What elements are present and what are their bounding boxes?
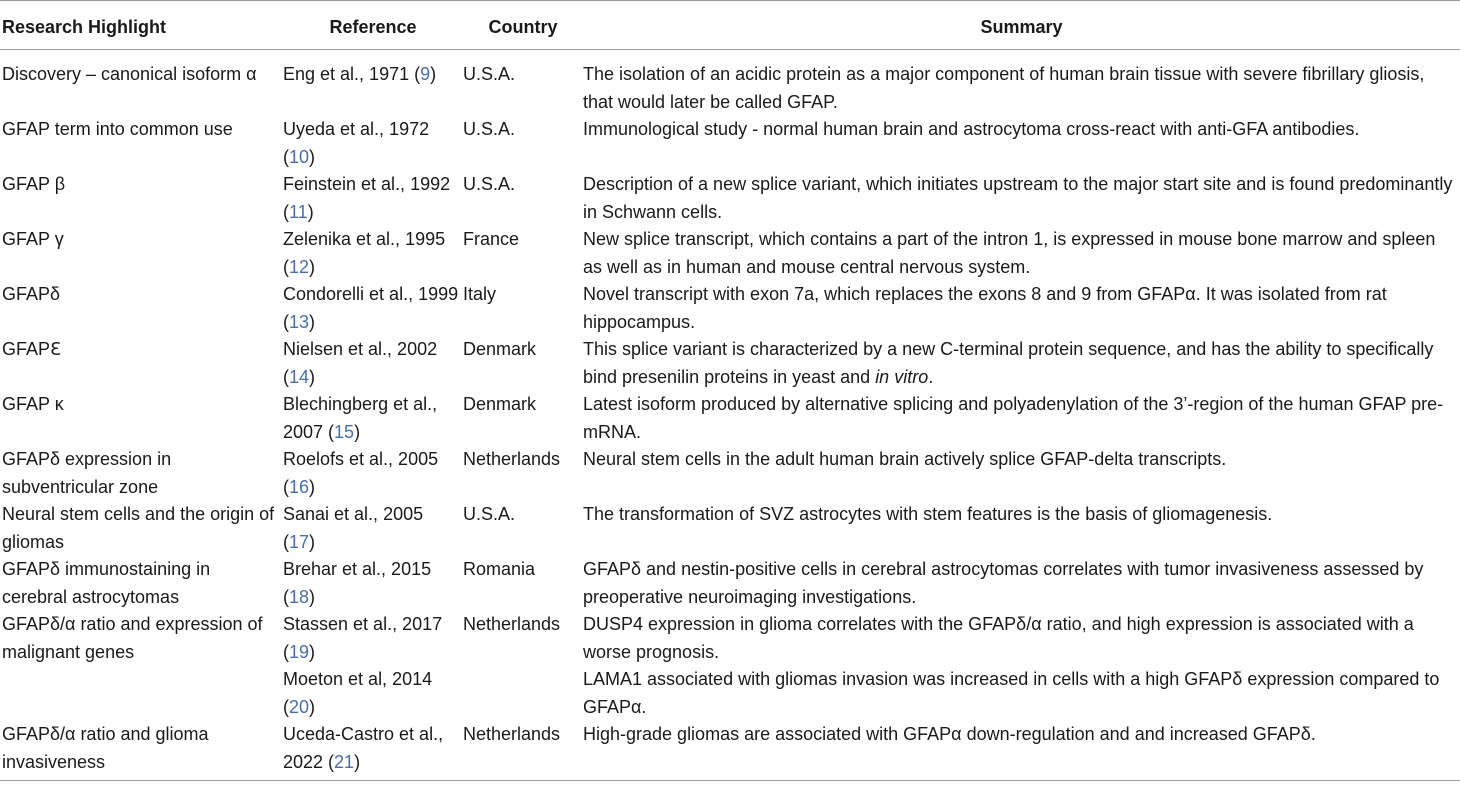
cell-country: U.S.A. [463,174,516,194]
reference-text: Uceda-Castro et al., 2022 [283,724,444,772]
cell-summary: Immunological study - normal human brain and astrocytoma cross-react with anti-GFA antibodies. [583,119,1360,139]
cell-country: Netherlands [463,614,561,634]
header-research-highlight: Research Highlight [0,1,283,50]
cell-highlight: Neural stem cells and the origin of gliomas [2,504,275,552]
reference-text: Nielsen et al., 2002 [283,339,438,359]
reference-text: Roelofs et al., 2005 [283,449,439,469]
header-reference: Reference [283,1,463,50]
summary-text: This splice variant is characterized by a new C-terminal protein sequence, and has the ability to specifically bind presenilin proteins in yeast and [583,339,1434,387]
cell-country: U.S.A. [463,64,516,84]
cell-highlight: GFAP κ [2,394,64,414]
table-row [0,391,1460,446]
header-country: Country [463,1,583,50]
cell-summary: DUSP4 expression in glioma correlates with the GFAPδ/α ratio, and high expression is associated with a worse prognosis. [583,614,1414,662]
reference-link[interactable]: 10 [289,146,310,167]
table-row [0,226,1460,281]
reference-text: Uyeda et al., 1972 [283,119,430,139]
cell-summary: Neural stem cells in the adult human brain actively splice GFAP-delta transcripts. [583,449,1227,469]
table-row [0,116,1460,171]
cell-summary: The isolation of an acidic protein as a major component of human brain tissue with severe fibrillary gliosis, that would later be called GFAP. [583,64,1425,112]
reference-link[interactable]: 17 [289,531,310,552]
cell-reference: Nielsen et al., 2002 (14) [283,339,438,387]
cell-highlight: Discovery – canonical isoform α [2,64,257,84]
cell-reference: Sanai et al., 2005 (17) [283,504,424,552]
cell-highlight: GFAPℇ [2,339,62,359]
cell-highlight: GFAPδ immunostaining in cerebral astrocytomas [2,559,211,607]
reference-text: Sanai et al., 2005 [283,504,424,524]
reference-text: Zelenika et al., 1995 [283,229,446,249]
cell-reference: Feinstein et al., 1992 (11) [283,174,451,222]
reference-link[interactable]: 15 [334,421,355,442]
cell-summary: GFAPδ and nestin-positive cells in cerebral astrocytomas correlates with tumor invasiveness assessed by preoperative neuroimaging investigations. [583,559,1424,607]
reference-link[interactable]: 19 [289,641,310,662]
reference-text: Condorelli et al., 1999 [283,284,459,304]
cell-country: Italy [463,284,497,304]
reference-link[interactable]: 9 [420,64,431,84]
reference-text: Blechingberg et al., 2007 [283,394,438,442]
cell-reference: Moeton et al, 2014 (20) [283,669,433,717]
cell-highlight: GFAP term into common use [2,119,233,139]
cell-reference: Zelenika et al., 1995 (12) [283,229,446,277]
reference-link[interactable]: 14 [289,366,310,387]
cell-reference: Stassen et al., 2017 (19) [283,614,443,662]
cell-summary: Description of a new splice variant, which initiates upstream to the major start site and is found predominantly in Schwann cells. [583,174,1453,222]
summary-tail: . [928,366,934,387]
cell-country: Romania [463,559,536,579]
reference-link[interactable]: 21 [334,751,355,772]
summary-italic: in vitro [875,366,929,387]
cell-highlight: GFAPδ expression in subventricular zone [2,449,172,497]
cell-highlight: GFAPδ [2,284,61,304]
reference-text: Brehar et al., 2015 [283,559,432,579]
cell-highlight: GFAP γ [2,229,64,249]
cell-summary: LAMA1 associated with gliomas invasion was increased in cells with a high GFAPδ expression compared to GFAPα. [583,669,1440,717]
cell-reference: Brehar et al., 2015 (18) [283,559,432,607]
cell-country: Netherlands [463,721,583,781]
cell-highlight: GFAPδ/α ratio and glioma invasiveness [0,721,283,781]
reference-link[interactable]: 12 [289,256,310,277]
cell-country: U.S.A. [463,119,516,139]
cell-summary: High-grade gliomas are associated with GFAPα down-regulation and and increased GFAPδ. [583,721,1460,781]
reference-link[interactable]: 13 [289,311,310,332]
cell-country: Denmark [463,394,537,414]
reference-text: Feinstein et al., 1992 [283,174,451,194]
cell-reference: Roelofs et al., 2005 (16) [283,449,439,497]
header-row [0,1,1460,50]
table-row [0,171,1460,226]
cell-summary: Novel transcript with exon 7a, which replaces the exons 8 and 9 from GFAPα. It was isolated from rat hippocampus. [583,284,1387,332]
table-row [0,501,1460,556]
cell-highlight: GFAP β [2,174,66,194]
table-row [0,611,1460,666]
cell-country: France [463,229,520,249]
reference-link[interactable]: 18 [289,586,310,607]
cell-country: Netherlands [463,449,561,469]
reference-link[interactable]: 20 [289,696,310,717]
cell-reference: Uyeda et al., 1972 (10) [283,119,430,167]
cell-highlight: GFAPδ/α ratio and expression of malignant genes [2,614,263,662]
cell-summary: Latest isoform produced by alternative splicing and polyadenylation of the 3’-region of the human GFAP pre-mRNA. [583,394,1444,442]
cell-reference: Uceda-Castro et al., 2022 (21) [283,721,463,781]
cell-reference: Condorelli et al., 1999 (13) [283,284,459,332]
cell-summary: New splice transcript, which contains a part of the intron 1, is expressed in mouse bone marrow and spleen as well as in human and mouse central nervous system. [583,229,1436,277]
reference-link[interactable]: 16 [289,476,310,497]
table-row [0,721,1460,781]
table-row [0,50,1460,117]
cell-reference: Blechingberg et al., 2007 (15) [283,394,438,442]
reference-text: Moeton et al, 2014 [283,669,433,689]
cell-reference: Eng et al., 1971 (9) [283,64,437,84]
table-header [0,1,1460,50]
cell-summary: The transformation of SVZ astrocytes with stem features is the basis of gliomagenesis. [583,504,1273,524]
cell-highlight [0,666,283,721]
table-row [0,556,1460,611]
table-row [0,281,1460,336]
cell-summary [583,336,1460,391]
cell-country: Denmark [463,339,537,359]
table-body [0,50,1460,781]
cell-country [463,666,583,721]
cell-country: U.S.A. [463,504,516,524]
table-row [0,446,1460,501]
reference-link[interactable]: 11 [289,201,308,222]
table-row [0,336,1460,391]
table-row [0,666,1460,721]
reference-text: Stassen et al., 2017 [283,614,443,634]
reference-text: Eng et al., 1971 [283,64,410,84]
header-summary: Summary [583,1,1460,50]
